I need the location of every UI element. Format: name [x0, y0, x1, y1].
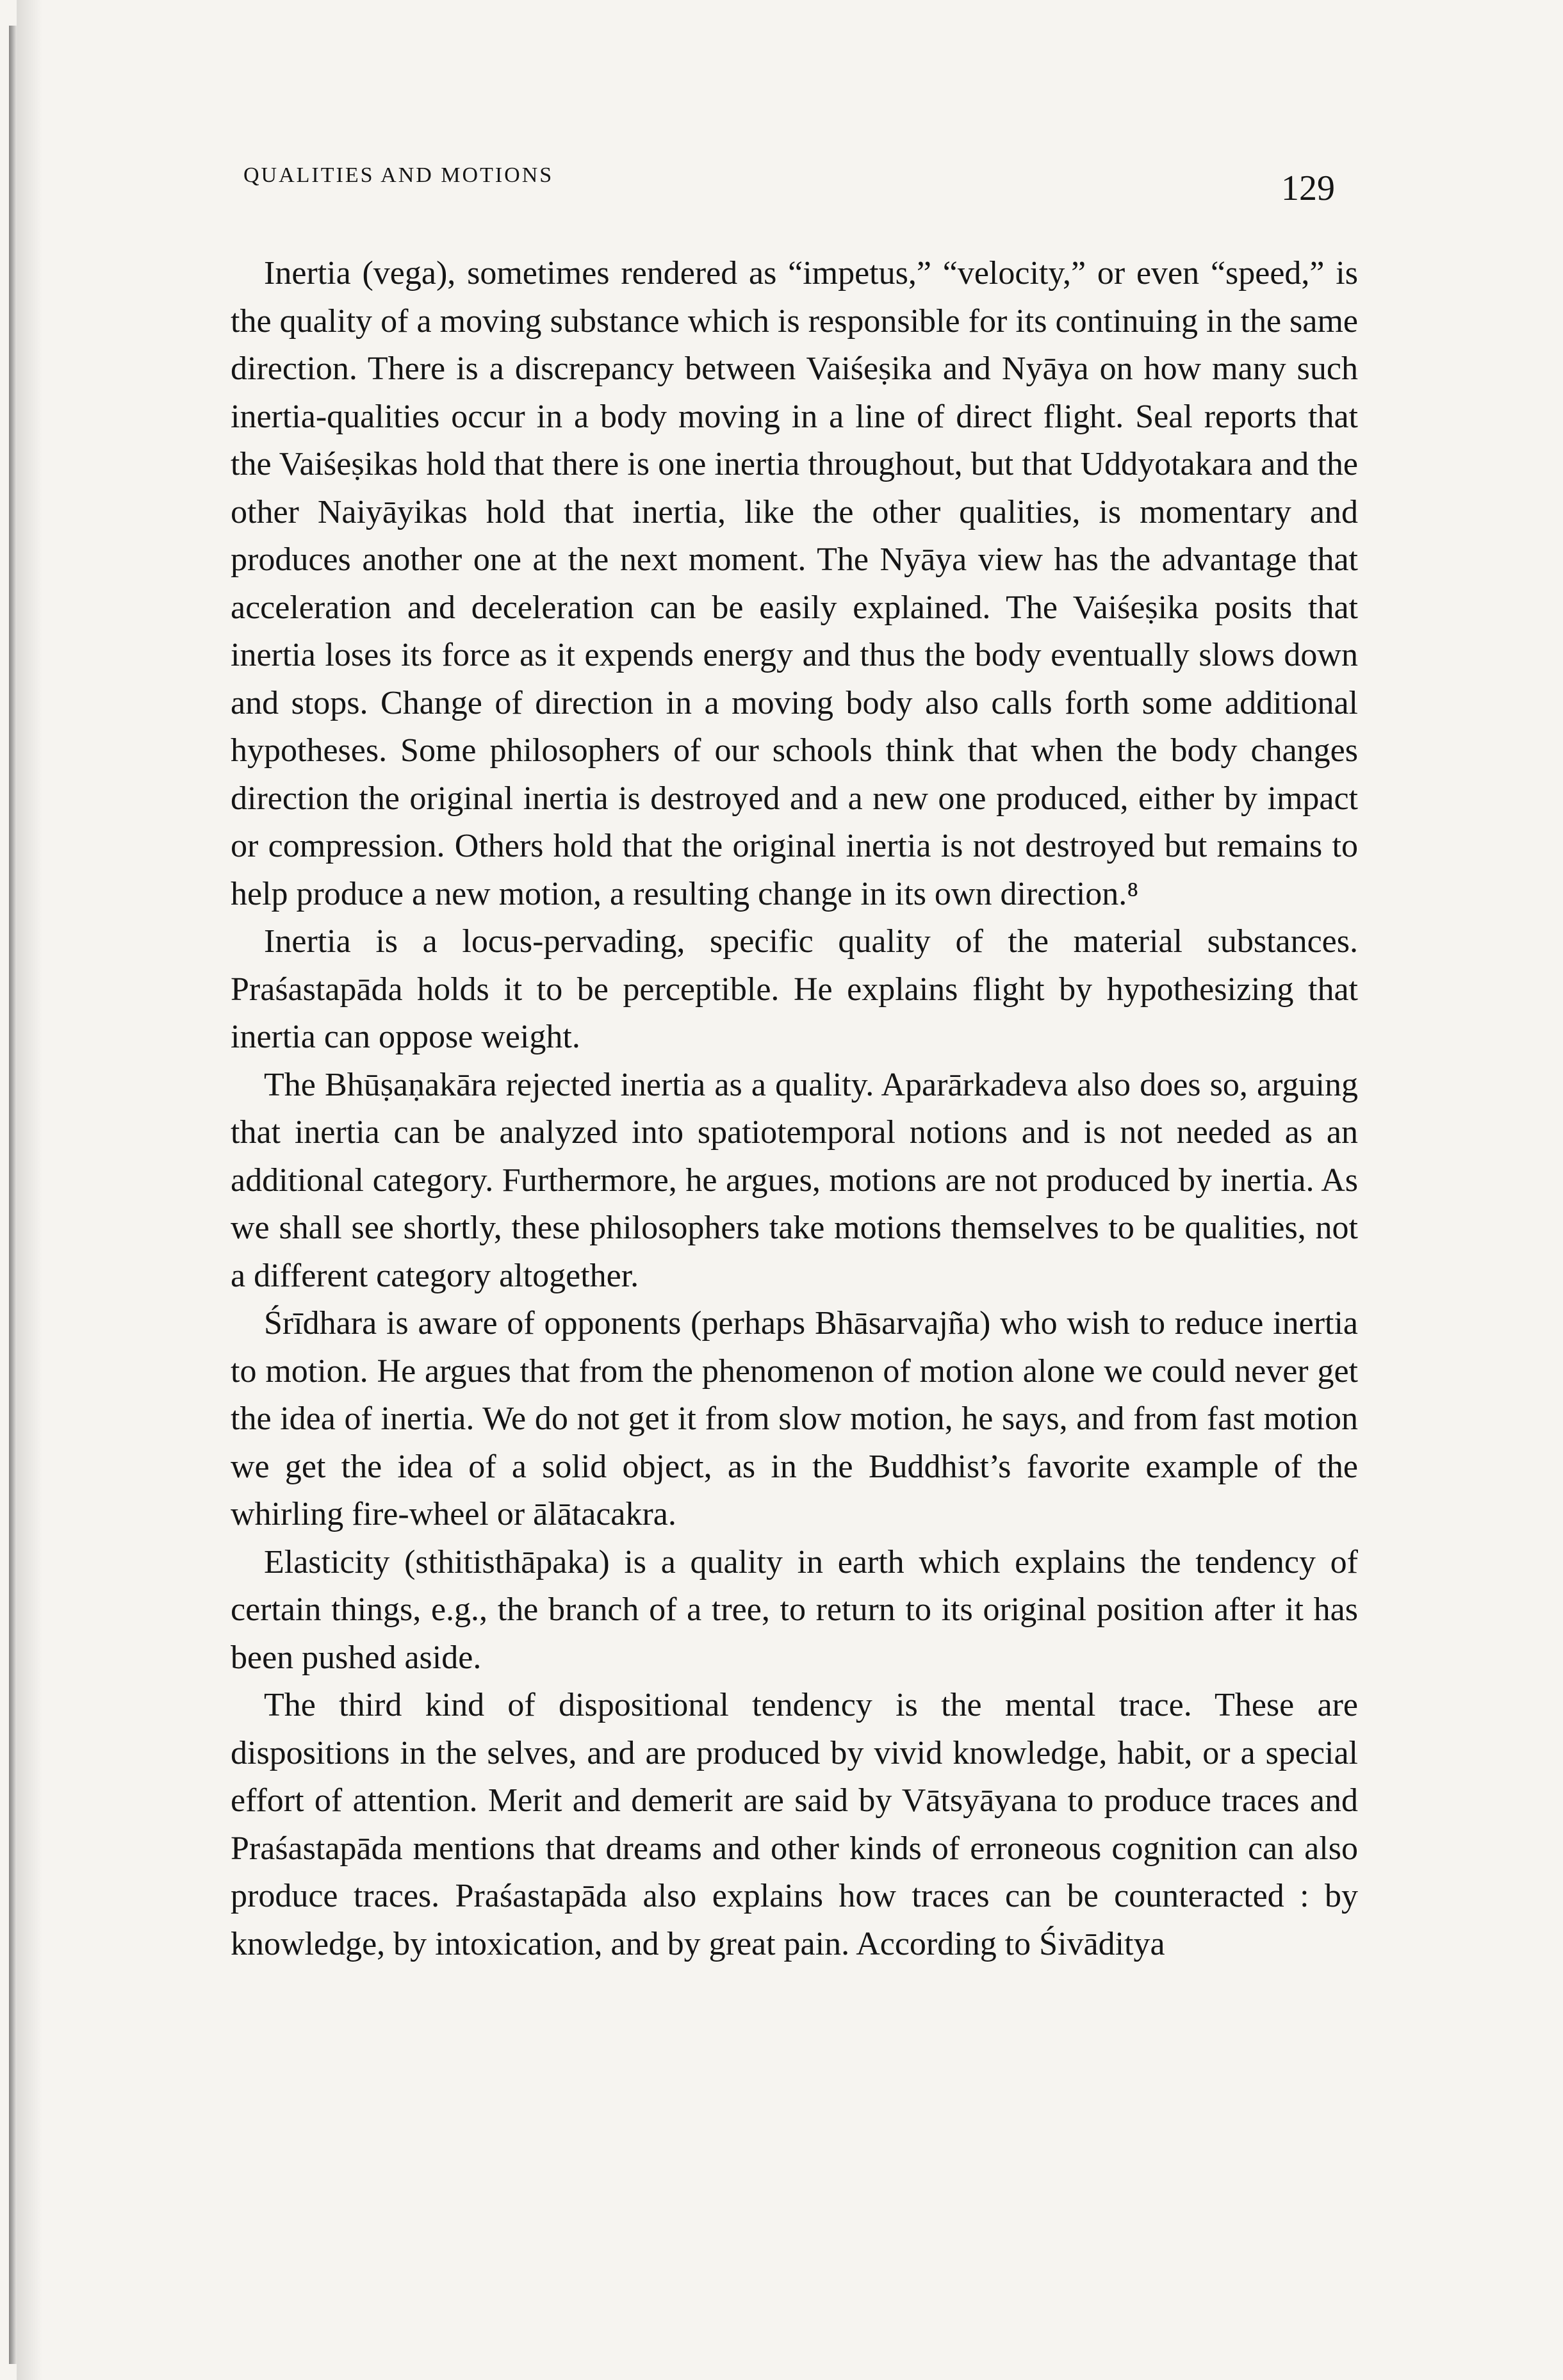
paragraph-mental-trace: The third kind of dispositional tendency is the mental trace. These are dispositions in the selves, and are produced by vivid knowledge, habit, or a special effort of attention. Merit and demerit are said by Vātsyāyana to produce traces and Praśastapāda mentions that dreams and other kinds of erroneous cognition can also produce traces. Praśastapāda also explains how traces can be counteracted : by knowledge, by intoxication, and by great pain. According to Śivāditya — [231, 1687, 1358, 1962]
running-head: QUALITIES AND MOTIONS — [243, 163, 554, 187]
page-number: 129 — [1281, 168, 1335, 208]
paragraph-inertia: Inertia (vega), sometimes rendered as “impetus,” “velocity,” or even “speed,” is the quality of a moving substance which is responsible for its continuing in the same direction. There is a discrepancy between Vaiśeṣika and Nyāya on how many such inertia-qualities occur in a body moving in a line of direct flight. Seal reports that the Vaiśeṣikas hold that there is one inertia throughout, but that Uddyotakara and the other Naiyāyikas hold that inertia, like the other qualities, is momentary and produces another one at the next moment. The Nyāya view has the advantage that acceleration and deceleration can be easily explained. The Vaiśeṣika posits that inertia loses its force as it expends energy and thus the body eventually slows down and stops. Change of direction in a moving body also calls forth some additional hypotheses. Some philosophers of our schools think that when the body changes direction the original inertia is destroyed and a new one produced, either by impact or compression. Others hold that the original inertia is not destroyed but remains to help produce a new motion, a resulting change in its own direction.⁸ — [231, 255, 1358, 912]
body-text — [231, 250, 1358, 1968]
paragraph-sridhara: Śrīdhara is aware of opponents (perhaps Bhāsarvajña) who wish to reduce inertia to motion. He argues that from the phenomenon of motion alone we could never get the idea of inertia. We do not get it from slow motion, he says, and from fast motion we get the idea of a solid object, as in the Buddhist’s favorite example of the whirling fire-wheel or ālātacakra. — [231, 1305, 1358, 1532]
paragraph-elasticity: Elasticity (sthitisthāpaka) is a quality in earth which explains the tendency of certain things, e.g., the branch of a tree, to return to its original position after it has been pushed aside. — [231, 1543, 1358, 1676]
binding-edge — [9, 26, 17, 2364]
paragraph-locus-pervading: Inertia is a locus-pervading, specific quality of the material substances. Praśastapāda holds it to be perceptible. He explains flight by hypothesizing that inertia can oppose weight. — [231, 923, 1358, 1055]
paragraph-bhusanakara: The Bhūṣaṇakāra rejected inertia as a quality. Aparārkadeva also does so, arguing that inertia can be analyzed into spatiotemporal notions and is not needed as an additional category. Furthermore, he argues, motions are not produced by inertia. As we shall see shortly, these philosophers take motions themselves to be qualities, not a different category altogether. — [231, 1066, 1358, 1294]
binding-shadow — [17, 0, 42, 2380]
